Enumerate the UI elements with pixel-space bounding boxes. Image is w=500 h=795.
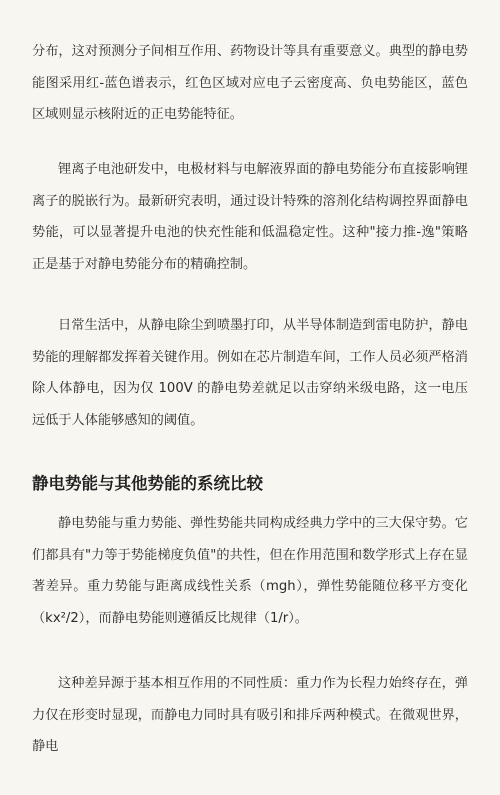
section-heading: 静电势能与其他势能的系统比较	[32, 474, 263, 493]
paragraph-lithium-battery: 锂离子电池研发中，电极材料与电解液界面的静电势能分布直接影响锂离子的脱嵌行为。最新研究表明，通过设计特殊的溶剂化结构调控界面静电势能，可以显著提升电池的快充性能和低温稳定性。这种"接力推-逸"策略正是基于对静电势能分布的精确控制。	[32, 162, 468, 272]
paragraph-daily-life: 日常生活中，从静电除尘到喷墨打印，从半导体制造到雷电防护，静电势能的理解都发挥着关键作用。例如在芯片制造车间，工作人员必须严格消除人体静电，因为仅 100V 的静电势差就足以击穿纳米级电路，这一电压远低于人体能够感知的阈值。	[32, 318, 468, 428]
paragraph-electrostatic-map: 分布，这对预测分子间相互作用、药物设计等具有重要意义。典型的静电势能图采用红-蓝色谱表示，红色区域对应电子云密度高、负电势能区，蓝色区域则显示核附近的正电势能特征。	[32, 44, 468, 122]
paragraph-interaction-difference: 这种差异源于基本相互作用的不同性质：重力作为长程力始终存在，弹力仅在形变时显现，而静电力同时具有吸引和排斥两种模式。在微观世界，静电	[32, 676, 468, 754]
paragraph-potential-comparison: 静电势能与重力势能、弹性势能共同构成经典力学中的三大保守势。它们都具有"力等于势能梯度负值"的共性，但在作用范围和数学形式上存在显著差异。重力势能与距离成线性关系（mgh），弹性势能随位移平方变化（kx²/2），而静电势能则遵循反比规律（1/r）。	[32, 516, 468, 626]
